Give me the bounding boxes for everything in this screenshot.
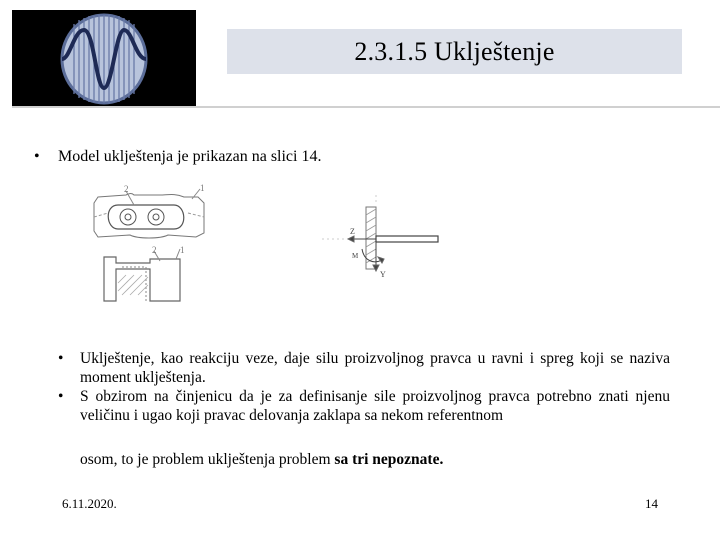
intro-bullet-text: Model uklještenja je prikazan na slici 14. — [58, 148, 322, 165]
label-1-top: 1 — [200, 183, 205, 193]
list-item — [58, 387, 670, 425]
label-y: Y — [380, 270, 386, 279]
footer-date: 6.11.2020. — [62, 496, 117, 511]
label-m: M — [352, 252, 359, 260]
header-divider — [12, 106, 720, 108]
bullet-marker: • — [58, 388, 64, 405]
continuation-text: osom, to je problem uklještenja problem — [80, 451, 335, 468]
page-number: 14 — [645, 496, 658, 511]
bullet-marker: • — [58, 350, 64, 367]
page-title: 2.3.1.5 Uklještenje — [354, 36, 555, 66]
fixed-support-diagram — [318, 193, 448, 283]
title-banner — [227, 29, 682, 74]
label-1-bottom: 1 — [180, 245, 185, 255]
bullet-continuation — [80, 451, 443, 469]
list-item — [58, 349, 670, 387]
bullet-text: Uklještenje, kao reakciju veze, daje silu proizvoljnog pravca u ravni i spreg koji se naziva moment uklještenja. — [80, 350, 670, 386]
oscilloscope-wave-logo-icon — [12, 10, 196, 108]
bullet-marker: • — [34, 148, 40, 165]
bullet-list — [58, 349, 670, 425]
label-z: Z — [350, 227, 355, 236]
clamp-assembly-drawing — [88, 183, 223, 318]
label-2-top: 2 — [124, 184, 129, 194]
label-2-bottom: 2 — [152, 245, 157, 255]
bullet-text: S obzirom na činjenicu da je za definisanje sile proizvoljnog pravca potrebno znati njenu veličinu i ugao koji pravac delovanja zaklapa sa nekom referentnom — [80, 388, 670, 424]
continuation-emphasis: sa tri nepoznate. — [334, 451, 444, 468]
